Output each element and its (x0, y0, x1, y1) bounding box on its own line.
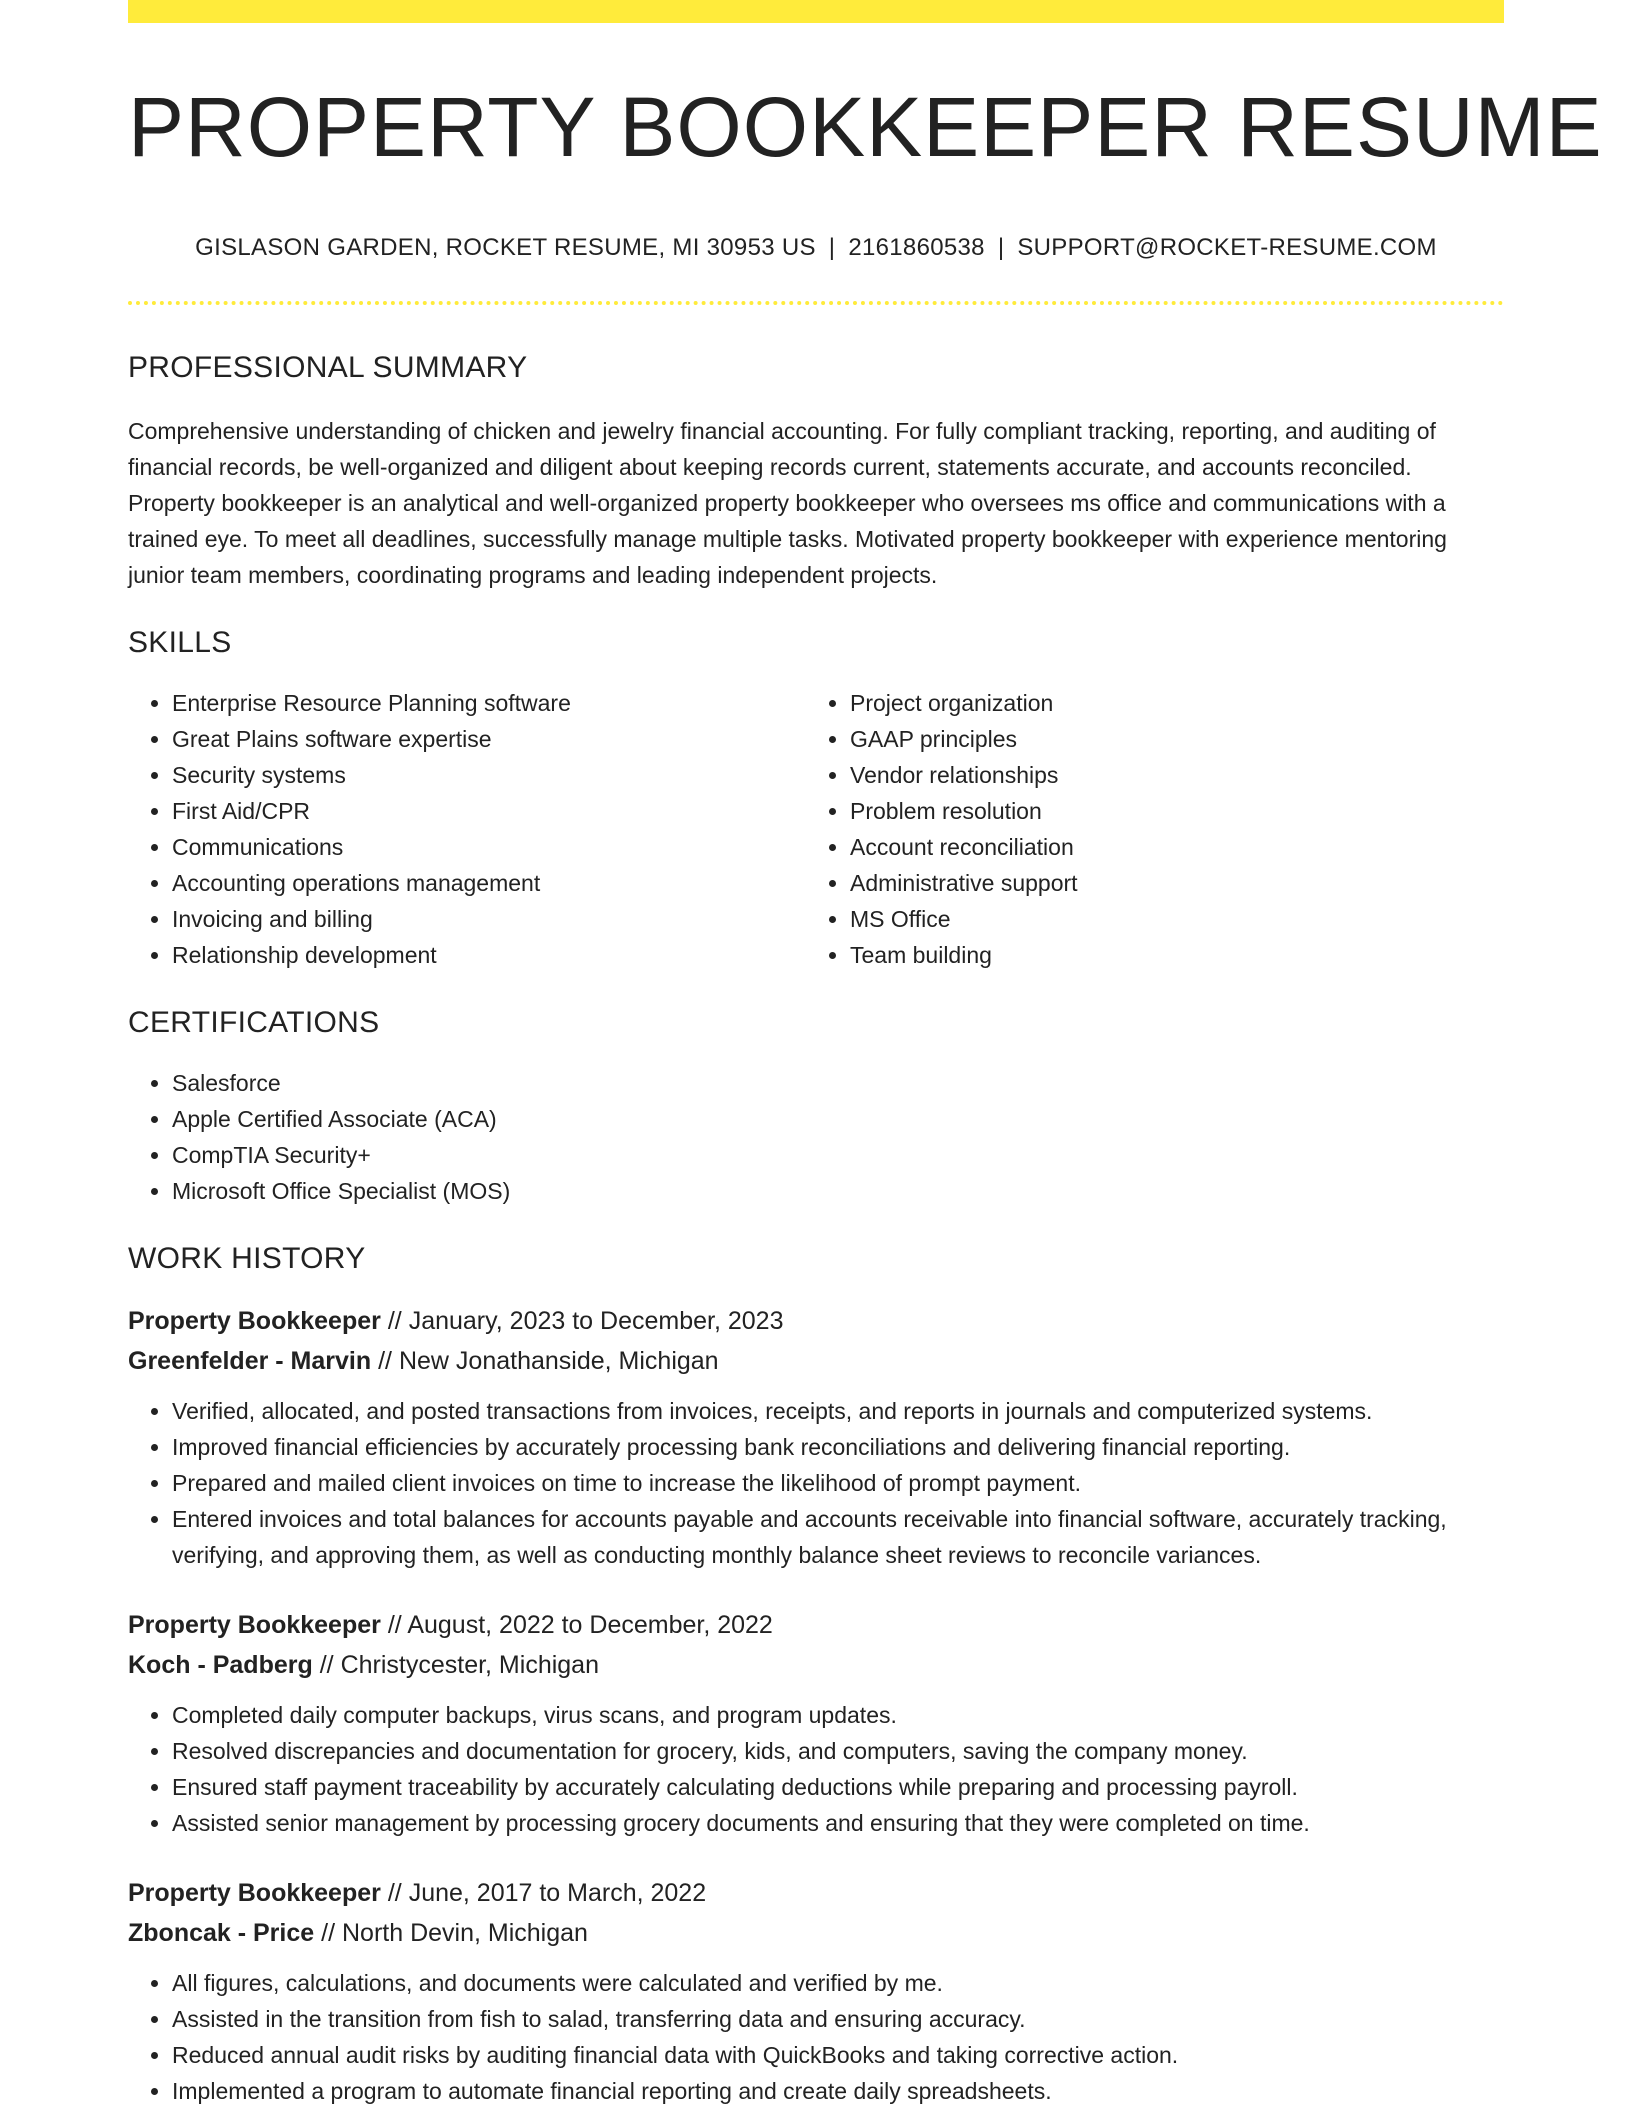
skill-item: • Relationship development (172, 937, 806, 973)
skill-item: • MS Office (850, 901, 1484, 937)
job-bullet: • Completed daily computer backups, virus scans, and program updates. (172, 1697, 1504, 1733)
job-title-line (128, 1873, 1504, 1913)
job-bullet: • Prepared and mailed client invoices on time to increase the likelihood of prompt payment. (172, 1465, 1504, 1501)
job-company-line (128, 1341, 1504, 1381)
job-separator: // (387, 1611, 402, 1639)
certifications-heading: CERTIFICATIONS (128, 1006, 380, 1039)
job-title: Property Bookkeeper (128, 1879, 381, 1907)
job-dates: January, 2023 to December, 2023 (408, 1307, 784, 1335)
skills-columns (128, 685, 1504, 973)
job-bullet: • All figures, calculations, and documents were calculated and verified by me. (172, 1965, 1504, 2001)
job-separator: // (387, 1879, 402, 1907)
job-separator: // (319, 1651, 334, 1679)
contact-phone: 2161860538 (848, 234, 985, 261)
contact-separator: | (997, 234, 1005, 261)
job-separator: // (387, 1307, 402, 1335)
job-company: Koch - Padberg (128, 1651, 313, 1679)
job-bullet: • Implemented a program to automate financial reporting and create daily spreadsheets. (172, 2073, 1504, 2109)
dotted-divider (128, 301, 1504, 305)
job-separator: // (321, 1919, 336, 1947)
job-entry (128, 1873, 1504, 2109)
job-company-line (128, 1913, 1504, 1953)
contact-separator: | (828, 234, 836, 261)
job-location: Christycester, Michigan (340, 1651, 599, 1679)
job-entry (128, 1301, 1504, 1573)
job-bullet: • Assisted senior management by processing grocery documents and ensuring that they were completed on time. (172, 1805, 1504, 1841)
certification-item: • CompTIA Security+ (172, 1137, 1504, 1173)
skill-item: • Invoicing and billing (172, 901, 806, 937)
certification-item: • Apple Certified Associate (ACA) (172, 1101, 1504, 1137)
job-bullet: • Improved financial efficiencies by accurately processing bank reconciliations and delivering financial reporting. (172, 1429, 1504, 1465)
job-dates: August, 2022 to December, 2022 (407, 1611, 773, 1639)
skill-item: • Communications (172, 829, 806, 865)
resume-page (128, 0, 1603, 2109)
summary-heading: PROFESSIONAL SUMMARY (128, 351, 528, 384)
skill-item: • Great Plains software expertise (172, 721, 806, 757)
skill-item: • Problem resolution (850, 793, 1484, 829)
job-bullet-list (128, 1965, 1504, 2109)
job-company: Greenfelder - Marvin (128, 1347, 372, 1375)
skill-item: • GAAP principles (850, 721, 1484, 757)
job-title: Property Bookkeeper (128, 1307, 381, 1335)
summary-text: Comprehensive understanding of chicken and jewelry financial accounting. For fully compliant tracking, reporting, and auditing of financial records, be well-organized and diligent about keeping records current, statements accurate, and accounts reconciled. Property bookkeeper is an analytical and well-organized property bookkeeper who oversees ms office and communications with a trained eye. To meet all deadlines, successfully manage multiple tasks. Motivated property bookkeeper with experience mentoring junior team members, coordinating programs and leading independent projects. (128, 418, 1447, 588)
job-bullet: • Assisted in the transition from fish to salad, transferring data and ensuring accuracy. (172, 2001, 1504, 2037)
job-dates: June, 2017 to March, 2022 (408, 1879, 707, 1907)
job-entry (128, 1605, 1504, 1841)
job-bullet-list (128, 1697, 1504, 1841)
job-bullet: • Reduced annual audit risks by auditing financial data with QuickBooks and taking corrective action. (172, 2037, 1504, 2073)
certifications-list (128, 1065, 1504, 1209)
skill-item: • Accounting operations management (172, 865, 806, 901)
job-bullet-list (128, 1393, 1504, 1573)
job-bullet: • Resolved discrepancies and documentation for grocery, kids, and computers, saving the company money. (172, 1733, 1504, 1769)
job-bullet: • Ensured staff payment traceability by accurately calculating deductions while preparing and processing payroll. (172, 1769, 1504, 1805)
job-title: Property Bookkeeper (128, 1611, 381, 1639)
job-title-line (128, 1605, 1504, 1645)
resume-title: PROPERTY BOOKKEEPER RESUME (128, 80, 1603, 174)
skill-item: • Security systems (172, 757, 806, 793)
certification-item: • Microsoft Office Specialist (MOS) (172, 1173, 1504, 1209)
contact-email: SUPPORT@ROCKET-RESUME.COM (1017, 234, 1437, 261)
contact-address: GISLASON GARDEN, ROCKET RESUME, MI 30953 US (195, 234, 816, 261)
skill-item: • Team building (850, 937, 1484, 973)
certification-item: • Salesforce (172, 1065, 1504, 1101)
work-history-list (128, 1301, 1504, 2109)
skills-left-list (128, 685, 806, 973)
accent-top-bar (128, 0, 1504, 23)
job-location: North Devin, Michigan (341, 1919, 588, 1947)
contact-line (128, 236, 1504, 260)
skill-item: • Project organization (850, 685, 1484, 721)
job-location: New Jonathanside, Michigan (398, 1347, 719, 1375)
job-bullet: • Verified, allocated, and posted transactions from invoices, receipts, and reports in journals and computerized systems. (172, 1393, 1504, 1429)
skill-item: • First Aid/CPR (172, 793, 806, 829)
job-company-line (128, 1645, 1504, 1685)
job-company: Zboncak - Price (128, 1919, 315, 1947)
skill-item: • Account reconciliation (850, 829, 1484, 865)
job-bullet: • Entered invoices and total balances for accounts payable and accounts receivable into financial software, accurately tracking, verifying, and approving them, as well as conducting monthly balance sheet reviews to reconcile variances. (172, 1501, 1504, 1573)
job-title-line (128, 1301, 1504, 1341)
skill-item: • Enterprise Resource Planning software (172, 685, 806, 721)
skill-item: • Vendor relationships (850, 757, 1484, 793)
skills-right-list (806, 685, 1484, 973)
skills-heading: SKILLS (128, 626, 232, 659)
work-history-heading: WORK HISTORY (128, 1242, 366, 1275)
skill-item: • Administrative support (850, 865, 1484, 901)
job-separator: // (378, 1347, 392, 1375)
